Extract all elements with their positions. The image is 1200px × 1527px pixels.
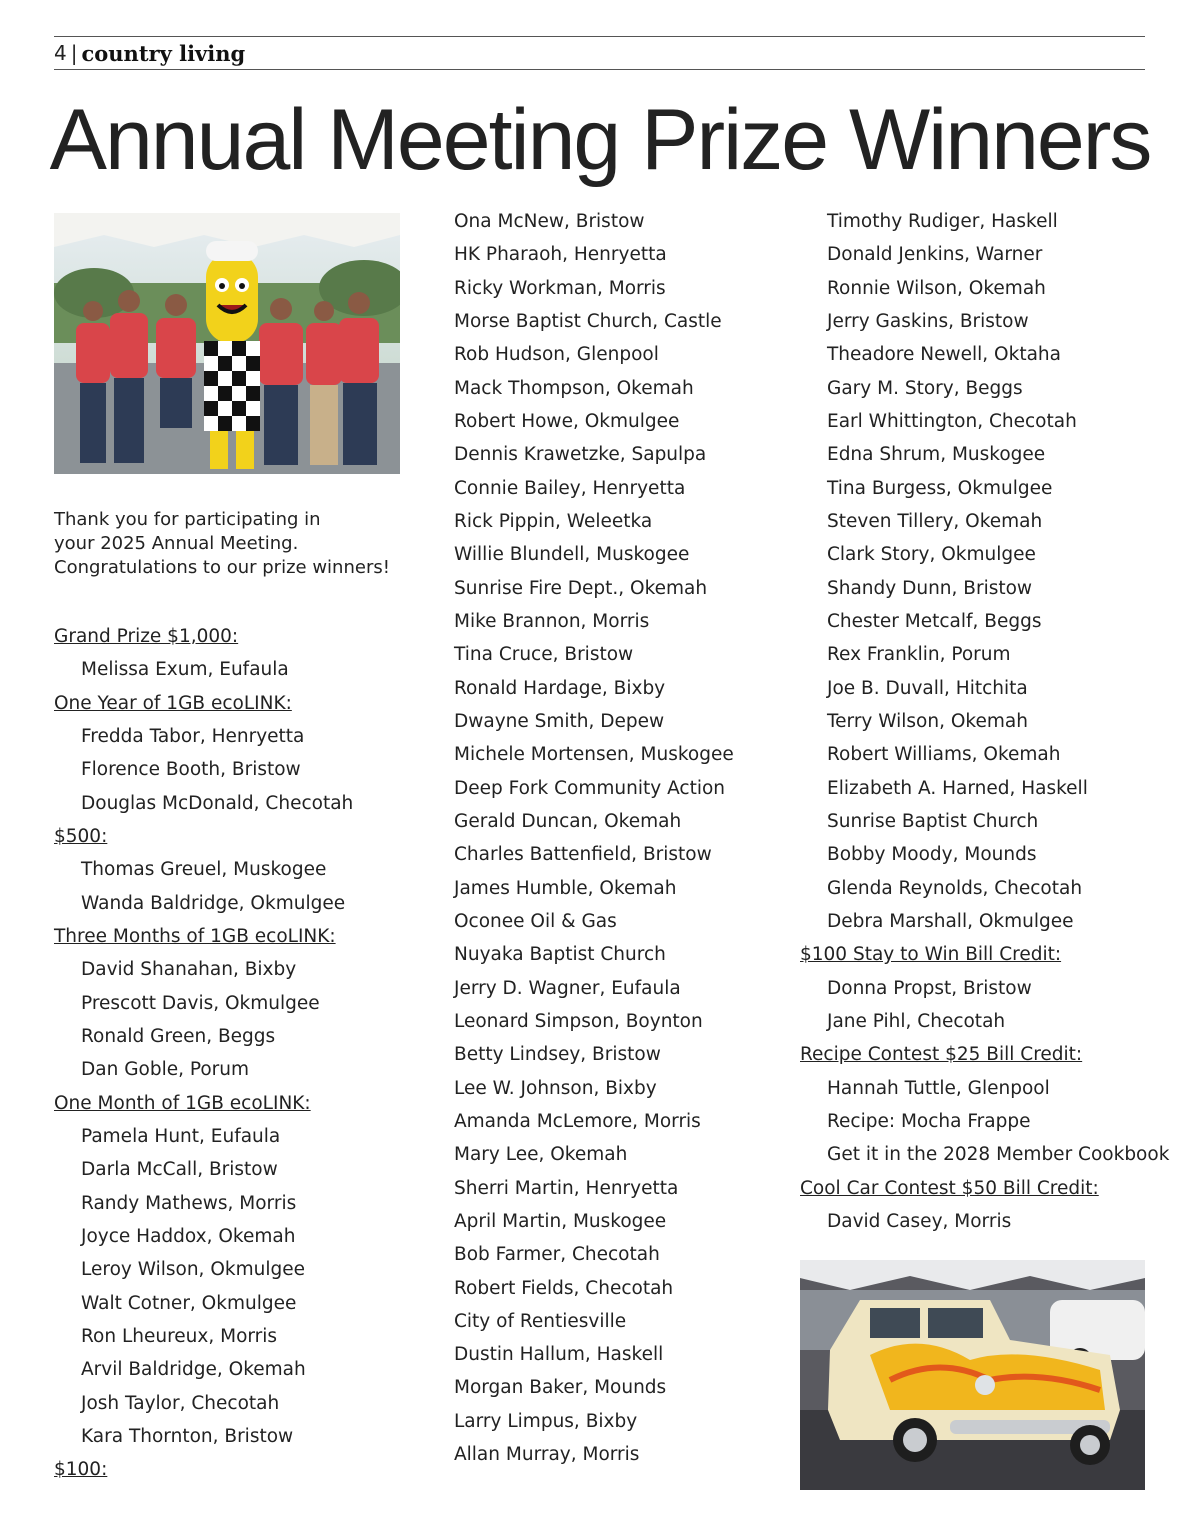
group-photo-with-mascot — [54, 213, 400, 474]
intro-message — [54, 508, 414, 580]
winner-entry: Arvil Baldridge, Okemah — [81, 1359, 306, 1381]
page-title: Annual Meeting Prize Winners — [49, 92, 1151, 188]
winner-entry: Thomas Greuel, Muskogee — [81, 859, 327, 881]
winner-entry: Betty Lindsey, Bristow — [454, 1044, 661, 1066]
winner-entry: Leroy Wilson, Okmulgee — [81, 1259, 305, 1281]
winner-entry: Edna Shrum, Muskogee — [827, 444, 1046, 466]
winner-entry: Nuyaka Baptist Church — [454, 944, 666, 966]
winner-entry: Willie Blundell, Muskogee — [454, 544, 690, 566]
prize-category-heading: One Month of 1GB ecoLINK: — [54, 1092, 311, 1114]
winner-entry: Recipe: Mocha Frappe — [827, 1110, 1031, 1132]
winner-entry: Prescott Davis, Okmulgee — [81, 992, 320, 1014]
winner-entry: Chester Metcalf, Beggs — [827, 610, 1042, 632]
winner-entry: Gary M. Story, Beggs — [827, 377, 1023, 399]
winner-entry: Joe B. Duvall, Hitchita — [827, 677, 1028, 699]
winner-entry: Glenda Reynolds, Checotah — [827, 877, 1083, 899]
intro-line: Congratulations to our prize winners! — [54, 557, 390, 578]
winner-entry: James Humble, Okemah — [454, 877, 677, 899]
winner-entry: Bobby Moody, Mounds — [827, 844, 1037, 866]
winner-entry: Donald Jenkins, Warner — [827, 244, 1043, 266]
winner-entry: Tina Burgess, Okmulgee — [827, 477, 1053, 499]
winner-entry: Terry Wilson, Okemah — [827, 710, 1028, 732]
winner-entry: Steven Tillery, Okemah — [827, 510, 1043, 532]
winner-entry: Leonard Simpson, Boynton — [454, 1010, 703, 1032]
winner-entry: Sunrise Fire Dept., Okemah — [454, 577, 708, 599]
intro-line: Thank you for participating in — [54, 509, 321, 530]
winner-entry: Dennis Krawetzke, Sapulpa — [454, 444, 707, 466]
winner-entry: Rob Hudson, Glenpool — [454, 344, 659, 366]
winner-entry: Ronnie Wilson, Okemah — [827, 277, 1046, 299]
intro-line: your 2025 Annual Meeting. — [54, 533, 299, 554]
winner-entry: April Martin, Muskogee — [454, 1210, 667, 1232]
winner-entry: Dan Goble, Porum — [81, 1059, 250, 1081]
winner-entry: Gerald Duncan, Okemah — [454, 810, 682, 832]
winner-entry: Douglas McDonald, Checotah — [81, 792, 354, 814]
winner-entry: Joyce Haddox, Okemah — [81, 1225, 296, 1247]
winner-entry: Michele Mortensen, Muskogee — [454, 744, 734, 766]
winner-entry: Connie Bailey, Henryetta — [454, 477, 686, 499]
winner-entry: Earl Whittington, Checotah — [827, 410, 1077, 432]
prize-category-heading: Three Months of 1GB ecoLINK: — [54, 925, 336, 947]
winner-entry: HK Pharaoh, Henryetta — [454, 244, 667, 266]
winner-entry: Hannah Tuttle, Glenpool — [827, 1077, 1050, 1099]
winner-entry: Tina Cruce, Bristow — [454, 644, 634, 666]
winner-entry: Robert Williams, Okemah — [827, 744, 1061, 766]
winner-entry: Bob Farmer, Checotah — [454, 1244, 660, 1266]
winner-entry: Ona McNew, Bristow — [454, 211, 645, 232]
winner-entry: Jerry D. Wagner, Eufaula — [454, 977, 681, 999]
prize-category-heading: $100: — [54, 1459, 108, 1481]
winner-entry: Robert Howe, Okmulgee — [454, 410, 680, 432]
winner-entry: Shandy Dunn, Bristow — [827, 577, 1033, 599]
prize-category-heading: Cool Car Contest $50 Bill Credit: — [800, 1177, 1099, 1199]
page-number: 4 — [54, 41, 67, 65]
winner-entry: Sunrise Baptist Church — [827, 810, 1039, 832]
winner-entry: Morse Baptist Church, Castle — [454, 310, 722, 332]
winner-entry: Jerry Gaskins, Bristow — [827, 310, 1029, 332]
winner-entry: Ron Lheureux, Morris — [81, 1325, 278, 1347]
winner-entry: Theadore Newell, Oktaha — [827, 344, 1061, 366]
winner-entry: Sherri Martin, Henryetta — [454, 1177, 679, 1199]
winner-entry: Pamela Hunt, Eufaula — [81, 1125, 281, 1147]
winner-entry: Rick Pippin, Weleetka — [454, 510, 653, 532]
winner-entry: Jane Pihl, Checotah — [827, 1010, 1006, 1032]
winner-entry: Melissa Exum, Eufaula — [81, 659, 289, 681]
publication-name: country living — [81, 40, 246, 66]
winners-column-2 — [454, 205, 794, 1471]
winner-entry: Debra Marshall, Okmulgee — [827, 910, 1074, 932]
winner-entry: Deep Fork Community Action — [454, 777, 726, 799]
winner-entry: Ricky Workman, Morris — [454, 277, 666, 299]
winner-entry: Charles Battenfield, Bristow — [454, 844, 712, 866]
winner-entry: Randy Mathews, Morris — [81, 1192, 297, 1214]
winner-entry: Timothy Rudiger, Haskell — [827, 211, 1058, 232]
prize-category-heading: $500: — [54, 825, 108, 847]
prize-category-heading: Recipe Contest $25 Bill Credit: — [800, 1044, 1083, 1066]
winner-entry: Larry Limpus, Bixby — [454, 1410, 638, 1432]
winner-entry: Dwayne Smith, Depew — [454, 710, 665, 732]
cool-car-photo — [800, 1260, 1145, 1490]
winner-entry: Mack Thompson, Okemah — [454, 377, 694, 399]
winner-entry: Kara Thornton, Bristow — [81, 1425, 294, 1447]
winner-entry: David Casey, Morris — [827, 1210, 1012, 1232]
winner-entry: Donna Propst, Bristow — [827, 977, 1032, 999]
winner-entry: Ronald Hardage, Bixby — [454, 677, 666, 699]
winner-entry: Oconee Oil & Gas — [454, 910, 617, 932]
prize-category-heading: Grand Prize $1,000: — [54, 626, 239, 647]
winner-entry: Ronald Green, Beggs — [81, 1025, 276, 1047]
winner-entry: Wanda Baldridge, Okmulgee — [81, 892, 346, 914]
header-separator: | — [70, 41, 78, 65]
winner-entry: Morgan Baker, Mounds — [454, 1377, 667, 1399]
page-header — [54, 36, 1145, 70]
winner-entry: Lee W. Johnson, Bixby — [454, 1077, 657, 1099]
winner-entry: Mike Brannon, Morris — [454, 610, 650, 632]
winner-entry: Josh Taylor, Checotah — [81, 1392, 280, 1414]
winner-entry: Clark Story, Okmulgee — [827, 544, 1036, 566]
winner-entry: Florence Booth, Bristow — [81, 759, 301, 781]
prize-category-heading: $100 Stay to Win Bill Credit: — [800, 944, 1062, 966]
winner-entry: Darla McCall, Bristow — [81, 1159, 278, 1181]
winner-entry: Mary Lee, Okemah — [454, 1144, 628, 1166]
winner-entry: Robert Fields, Checotah — [454, 1277, 674, 1299]
winner-entry: Elizabeth A. Harned, Haskell — [827, 777, 1088, 799]
winner-entry: Dustin Hallum, Haskell — [454, 1344, 664, 1366]
winner-entry: Fredda Tabor, Henryetta — [81, 725, 305, 747]
winners-column-1 — [54, 620, 414, 1487]
winner-entry: David Shanahan, Bixby — [81, 959, 297, 981]
winner-entry: Allan Murray, Morris — [454, 1444, 640, 1466]
winner-entry: Walt Cotner, Okmulgee — [81, 1292, 297, 1314]
prize-category-heading: One Year of 1GB ecoLINK: — [54, 692, 292, 714]
winner-entry: Amanda McLemore, Morris — [454, 1110, 701, 1132]
winner-entry: City of Rentiesville — [454, 1310, 627, 1332]
winner-entry: Rex Franklin, Porum — [827, 644, 1011, 666]
winners-column-3 — [800, 205, 1170, 1238]
winner-entry: Get it in the 2028 Member Cookbook — [827, 1144, 1170, 1166]
